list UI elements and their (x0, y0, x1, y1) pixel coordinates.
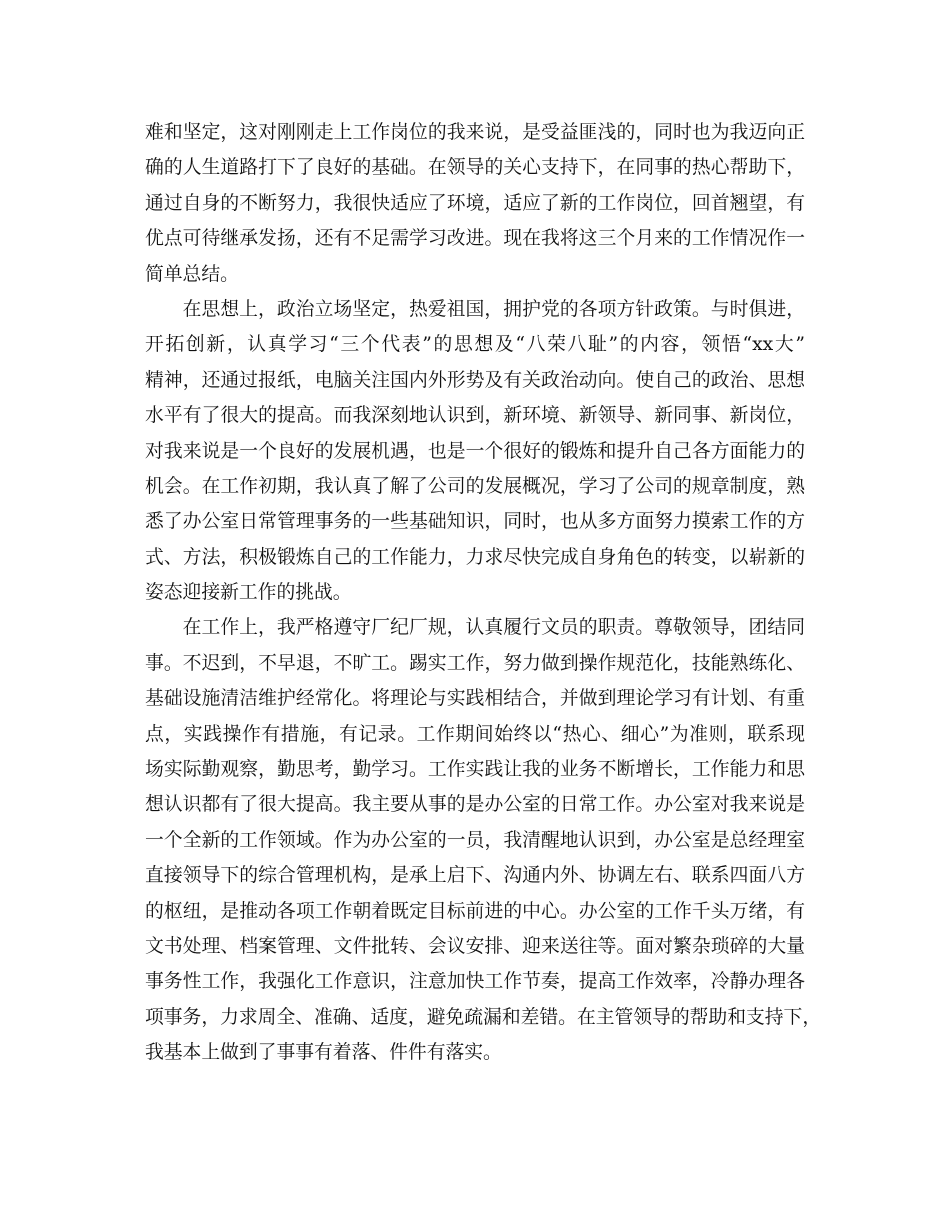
text-line: 水平有了很大的提高。而我深刻地认识到，新环境、新领导、新同事、新岗位， (145, 405, 805, 427)
text-line: 事。不迟到，不早退，不旷工。踢实工作，努力做到操作规范化，技能熟练化、 (145, 652, 805, 674)
text-line: 姿态迎接新工作的挑战。 (145, 582, 352, 604)
text-line: 通过自身的不断努力，我很快适应了环境，适应了新的工作岗位，回首翘望，有 (145, 192, 805, 214)
document-body (145, 115, 822, 1071)
text-line: 式、方法，积极锻炼自己的工作能力，力求尽快完成自身角色的转变，以崭新的 (145, 546, 805, 568)
text-line: 难和坚定，这对刚刚走上工作岗位的我来说，是受益匪浅的，同时也为我迈向正 (145, 122, 805, 143)
text-line: 想认识都有了很大提高。我主要从事的是办公室的日常工作。办公室对我来说是 (145, 794, 805, 816)
text-line: 在工作上，我严格遵守厂纪厂规，认真履行文员的职责。尊敬领导，团结同 (182, 617, 805, 639)
text-line: 我基本上做到了事事有着落、件件有落实。 (145, 1042, 502, 1064)
text-line: 机会。在工作初期，我认真了解了公司的发展概况，学习了公司的规章制度，熟 (145, 475, 805, 497)
text-line: 悉了办公室日常管理事务的一些基础知识，同时，也从多方面努力摸索工作的方 (145, 511, 805, 533)
paragraph-3 (145, 610, 822, 1070)
text-line: 文书处理、档案管理、文件批转、会议安排、迎来送往等。面对繁杂琐碎的大量 (145, 935, 805, 957)
text-line: 确的人生道路打下了良好的基础。在领导的关心支持下，在同事的热心帮助下， (145, 157, 805, 179)
text-line: 一个全新的工作领域。作为办公室的一员，我清醒地认识到，办公室是总经理室 (145, 829, 805, 851)
text-line: 项事务，力求周全、准确、适度，避免疏漏和差错。在主管领导的帮助和支持下， (145, 1006, 822, 1028)
paragraph-2 (145, 292, 805, 611)
paragraph-1 (145, 115, 805, 292)
text-line: 基础设施清洁维护经常化。将理论与实践相结合，并做到理论学习有计划、有重 (145, 688, 805, 710)
text-line: 事务性工作，我强化工作意识，注意加快工作节奏，提高工作效率，冷静办理各 (145, 971, 805, 993)
text-line: 场实际勤观察，勤思考，勤学习。工作实践让我的业务不断增长，工作能力和思 (145, 759, 805, 781)
text-line: 开拓创新，认真学习“三个代表”的思想及“八荣八耻”的内容，领悟“xx大” (145, 334, 805, 356)
text-line: 简单总结。 (145, 263, 239, 285)
text-line: 精神，还通过报纸，电脑关注国内外形势及有关政治动向。使自己的政治、思想 (145, 369, 805, 391)
text-line: 优点可待继承发扬，还有不足需学习改进。现在我将这三个月来的工作情况作一 (145, 228, 805, 250)
text-line: 的枢纽，是推动各项工作朝着既定目标前进的中心。办公室的工作千头万绪，有 (145, 900, 805, 922)
text-line: 在思想上，政治立场坚定，热爱祖国，拥护党的各项方针政策。与时俱进， (182, 298, 805, 320)
text-line: 直接领导下的综合管理机构，是承上启下、沟通内外、协调左右、联系四面八方 (145, 865, 805, 887)
text-line: 点，实践操作有措施，有记录。工作期间始终以“热心、细心”为准则，联系现 (145, 723, 805, 745)
text-line: 对我来说是一个良好的发展机遇，也是一个很好的锻炼和提升自己各方面能力的 (145, 440, 805, 462)
